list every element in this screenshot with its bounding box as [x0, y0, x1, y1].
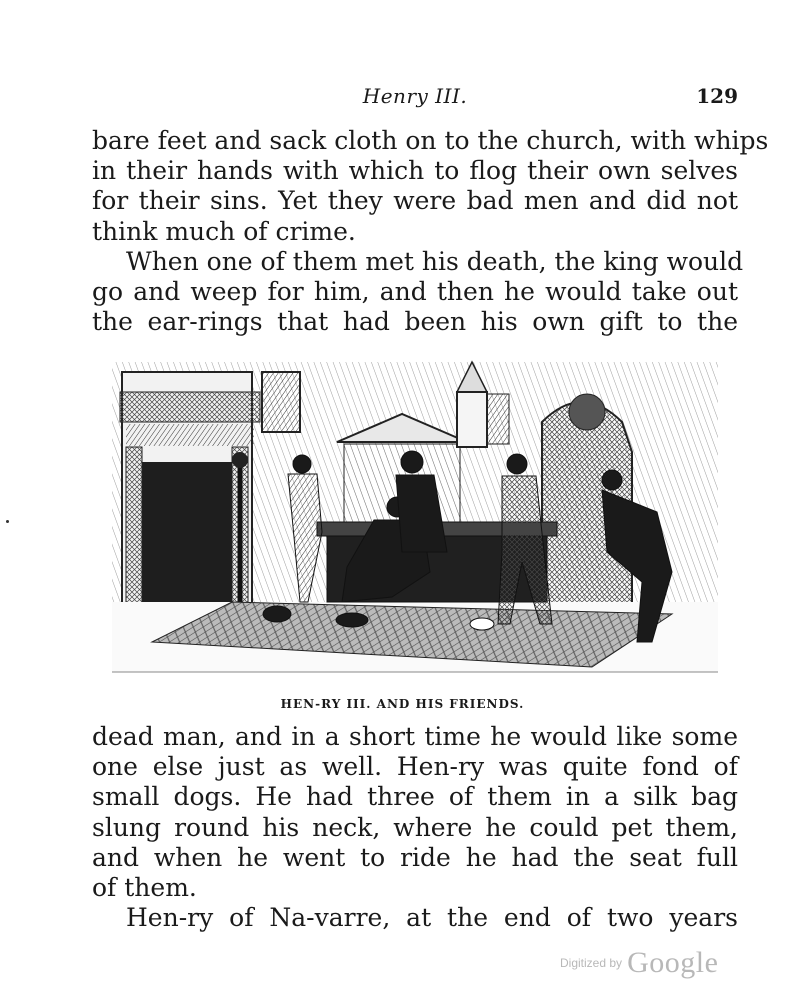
google-logo: Google [627, 946, 719, 979]
text-line: of them. [92, 873, 197, 903]
engraving-illustration [112, 352, 718, 674]
text-line: in their hands with which to flog their own selves [92, 156, 738, 186]
page-header [92, 84, 738, 114]
engraving-drawing [112, 352, 718, 674]
figure-caption: HEN-RY III. AND HIS FRIENDS. [280, 697, 525, 711]
text-line: and when he went to ride he had the seat full [92, 842, 738, 872]
text-line: the ear-rings that had been his own gift to the [92, 307, 738, 337]
text-line: dead man, and in a short time he would like some [92, 722, 738, 751]
text-line: Hen-ry of Na-varre, at the end of two years [126, 903, 738, 933]
text-line: think much of crime. [92, 216, 356, 246]
scan-speck [6, 520, 9, 523]
digitized-watermark [560, 946, 718, 980]
running-title: Henry III. [362, 84, 468, 108]
page-number: 129 [696, 84, 738, 108]
text-line: small dogs. He had three of them in a silk bag [92, 782, 738, 812]
digitized-by-label: Digitized by [560, 956, 623, 970]
text-line: go and weep for him, and then he would take out [92, 277, 738, 307]
text-line: one else just as well. Hen-ry was quite fond of [92, 752, 738, 782]
text-line: for their sins. Yet they were bad men and did not [92, 186, 738, 216]
body-text-top [92, 126, 769, 337]
text-line: slung round his neck, where he could pet them, [92, 812, 738, 842]
text-line: bare feet and sack cloth on to the church, with whips [92, 126, 769, 155]
text-line: When one of them met his death, the king would [126, 246, 744, 276]
body-text-bottom [92, 722, 738, 933]
